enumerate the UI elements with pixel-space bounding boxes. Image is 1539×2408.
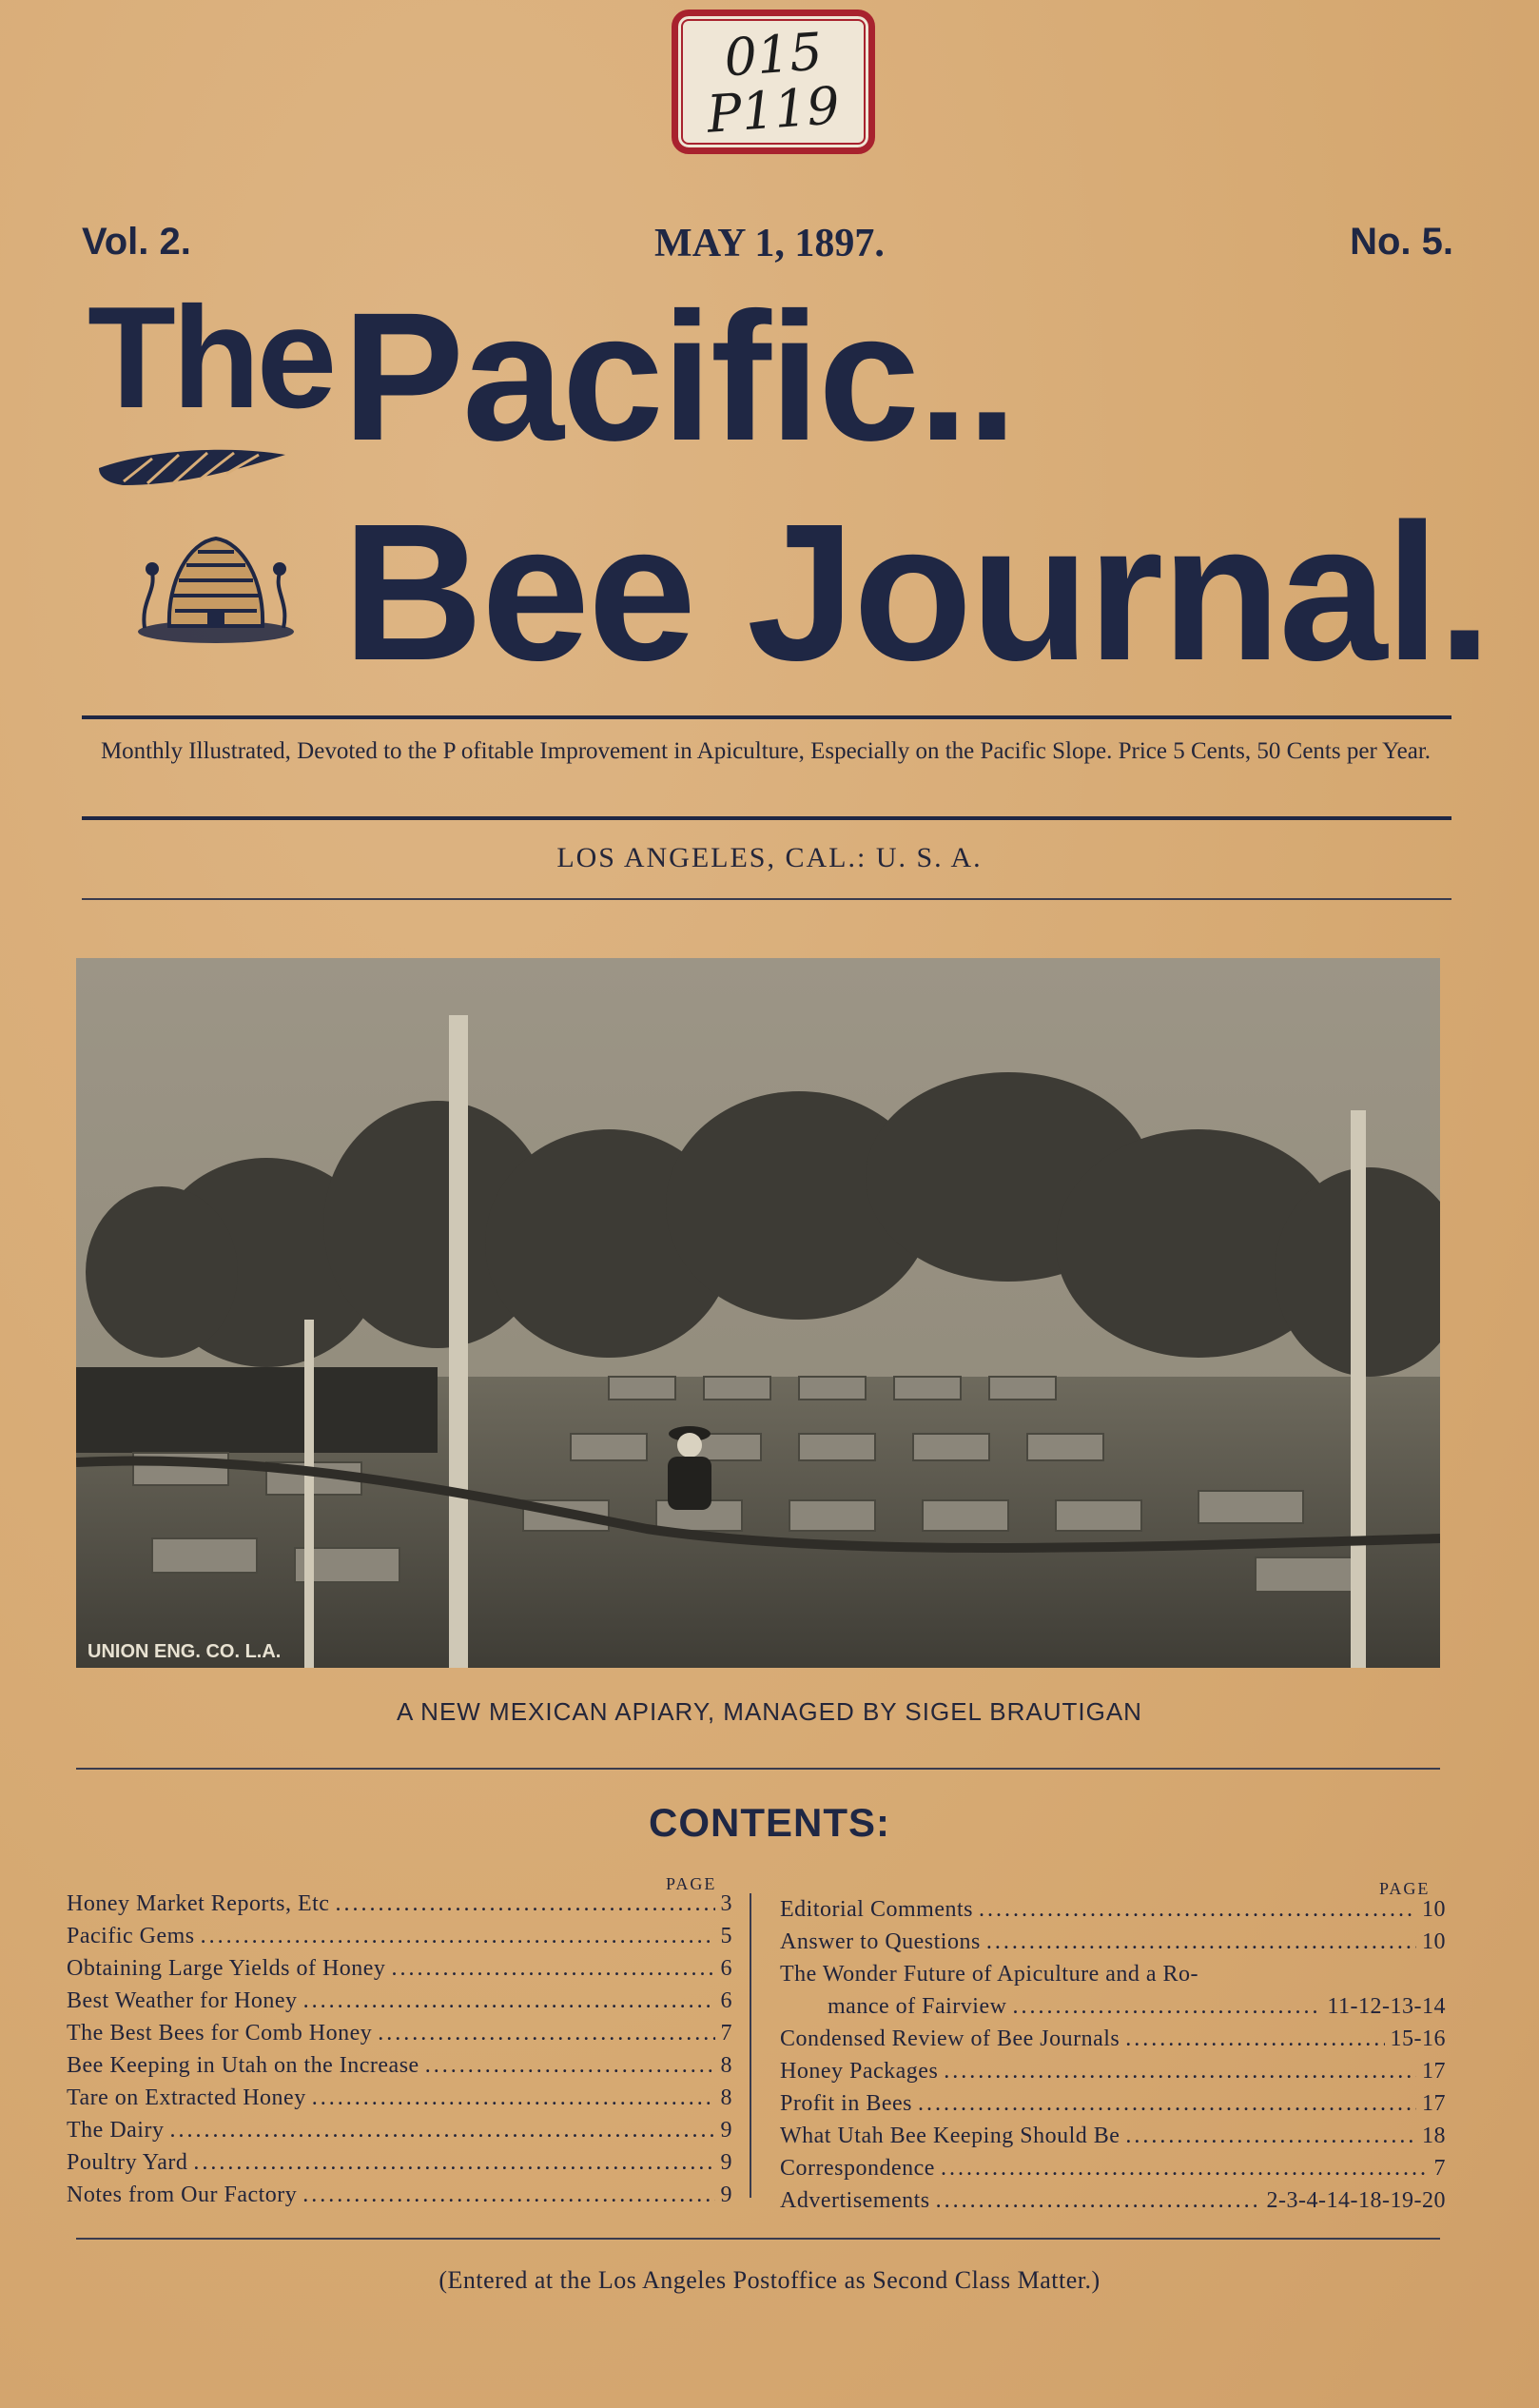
list-item: mance of Fairview ..... 11-12-13-14 — [828, 1992, 1446, 2021]
issue-date: MAY 1, 1897. — [654, 222, 885, 265]
page-column-label-left: PAGE — [666, 1874, 717, 1893]
contents-heading: CONTENTS: — [649, 1800, 890, 1845]
masthead-pacific: Pacific.. — [342, 274, 1016, 479]
list-item: Poultry Yard ..... 9 — [67, 2148, 732, 2177]
list-item: Condensed Review of Bee Journals ..... 15-16 — [780, 2025, 1446, 2053]
rule-middle — [82, 816, 1451, 820]
city-line: LOS ANGELES, CAL.: U. S. A. — [556, 842, 983, 873]
list-item: What Utah Bee Keeping Should Be ..... 18 — [780, 2122, 1446, 2150]
apiary-photograph — [76, 958, 1440, 1668]
rule-above-footer — [76, 2238, 1440, 2240]
tagline: Monthly Illustrated, Devoted to the P ofitable Improvement in Apiculture, Especially on the Pacific Slope. Price 5 Cents, 50 Cents per Year. — [100, 738, 1432, 764]
rule-thin — [82, 898, 1451, 900]
contents-column-divider — [750, 1893, 751, 2198]
quill-ornament — [95, 443, 290, 489]
postal-notice: (Entered at the Los Angeles Postoffice as Second Class Matter.) — [438, 2266, 1101, 2294]
list-item: Pacific Gems ..... 5 — [67, 1922, 732, 1950]
issue-number: No. 5. — [1350, 221, 1453, 263]
page-column-label-right: PAGE — [1379, 1879, 1431, 1898]
list-item: Answer to Questions ..... 10 — [780, 1928, 1446, 1956]
rule-top — [82, 715, 1451, 719]
list-item: The Dairy ..... 9 — [67, 2116, 732, 2144]
engraver-credit: UNION ENG. CO. L.A. — [88, 1641, 282, 1662]
stamp-line-1: 015 — [722, 21, 825, 88]
list-item: Advertisements ..... 2-3-4-14-18-19-20 — [780, 2186, 1446, 2215]
masthead-the: The — [88, 277, 334, 439]
catalog-stamp — [672, 10, 875, 154]
stamp-line-2: P119 — [705, 75, 842, 145]
volume-label: Vol. 2. — [82, 221, 191, 263]
list-item: Best Weather for Honey ..... 6 — [67, 1987, 732, 2015]
rule-above-contents — [76, 1768, 1440, 1770]
list-item: Profit in Bees ..... 17 — [780, 2089, 1446, 2118]
list-item: The Wonder Future of Apiculture and a Ro- — [780, 1962, 1199, 1987]
list-item: Notes from Our Factory ..... 9 — [67, 2181, 732, 2209]
list-item: Honey Market Reports, Etc ..... 3 — [67, 1889, 732, 1918]
list-item: Honey Packages ..... 17 — [780, 2057, 1446, 2085]
beehive-skep-icon — [131, 525, 301, 649]
list-item: The Best Bees for Comb Honey ..... 7 — [67, 2019, 732, 2047]
list-item: Obtaining Large Yields of Honey ..... 6 — [67, 1954, 732, 1983]
list-item: Editorial Comments ..... 10 — [780, 1895, 1446, 1924]
photo-caption: A NEW MEXICAN APIARY, MANAGED BY SIGEL BRAUTIGAN — [397, 1697, 1142, 1726]
list-item: Bee Keeping in Utah on the Increase ..... 8 — [67, 2051, 732, 2080]
list-item: Tare on Extracted Honey ..... 8 — [67, 2084, 732, 2112]
list-item: Correspondence ..... 7 — [780, 2154, 1446, 2183]
masthead-bee-journal: Bee Journal. — [342, 483, 1490, 701]
